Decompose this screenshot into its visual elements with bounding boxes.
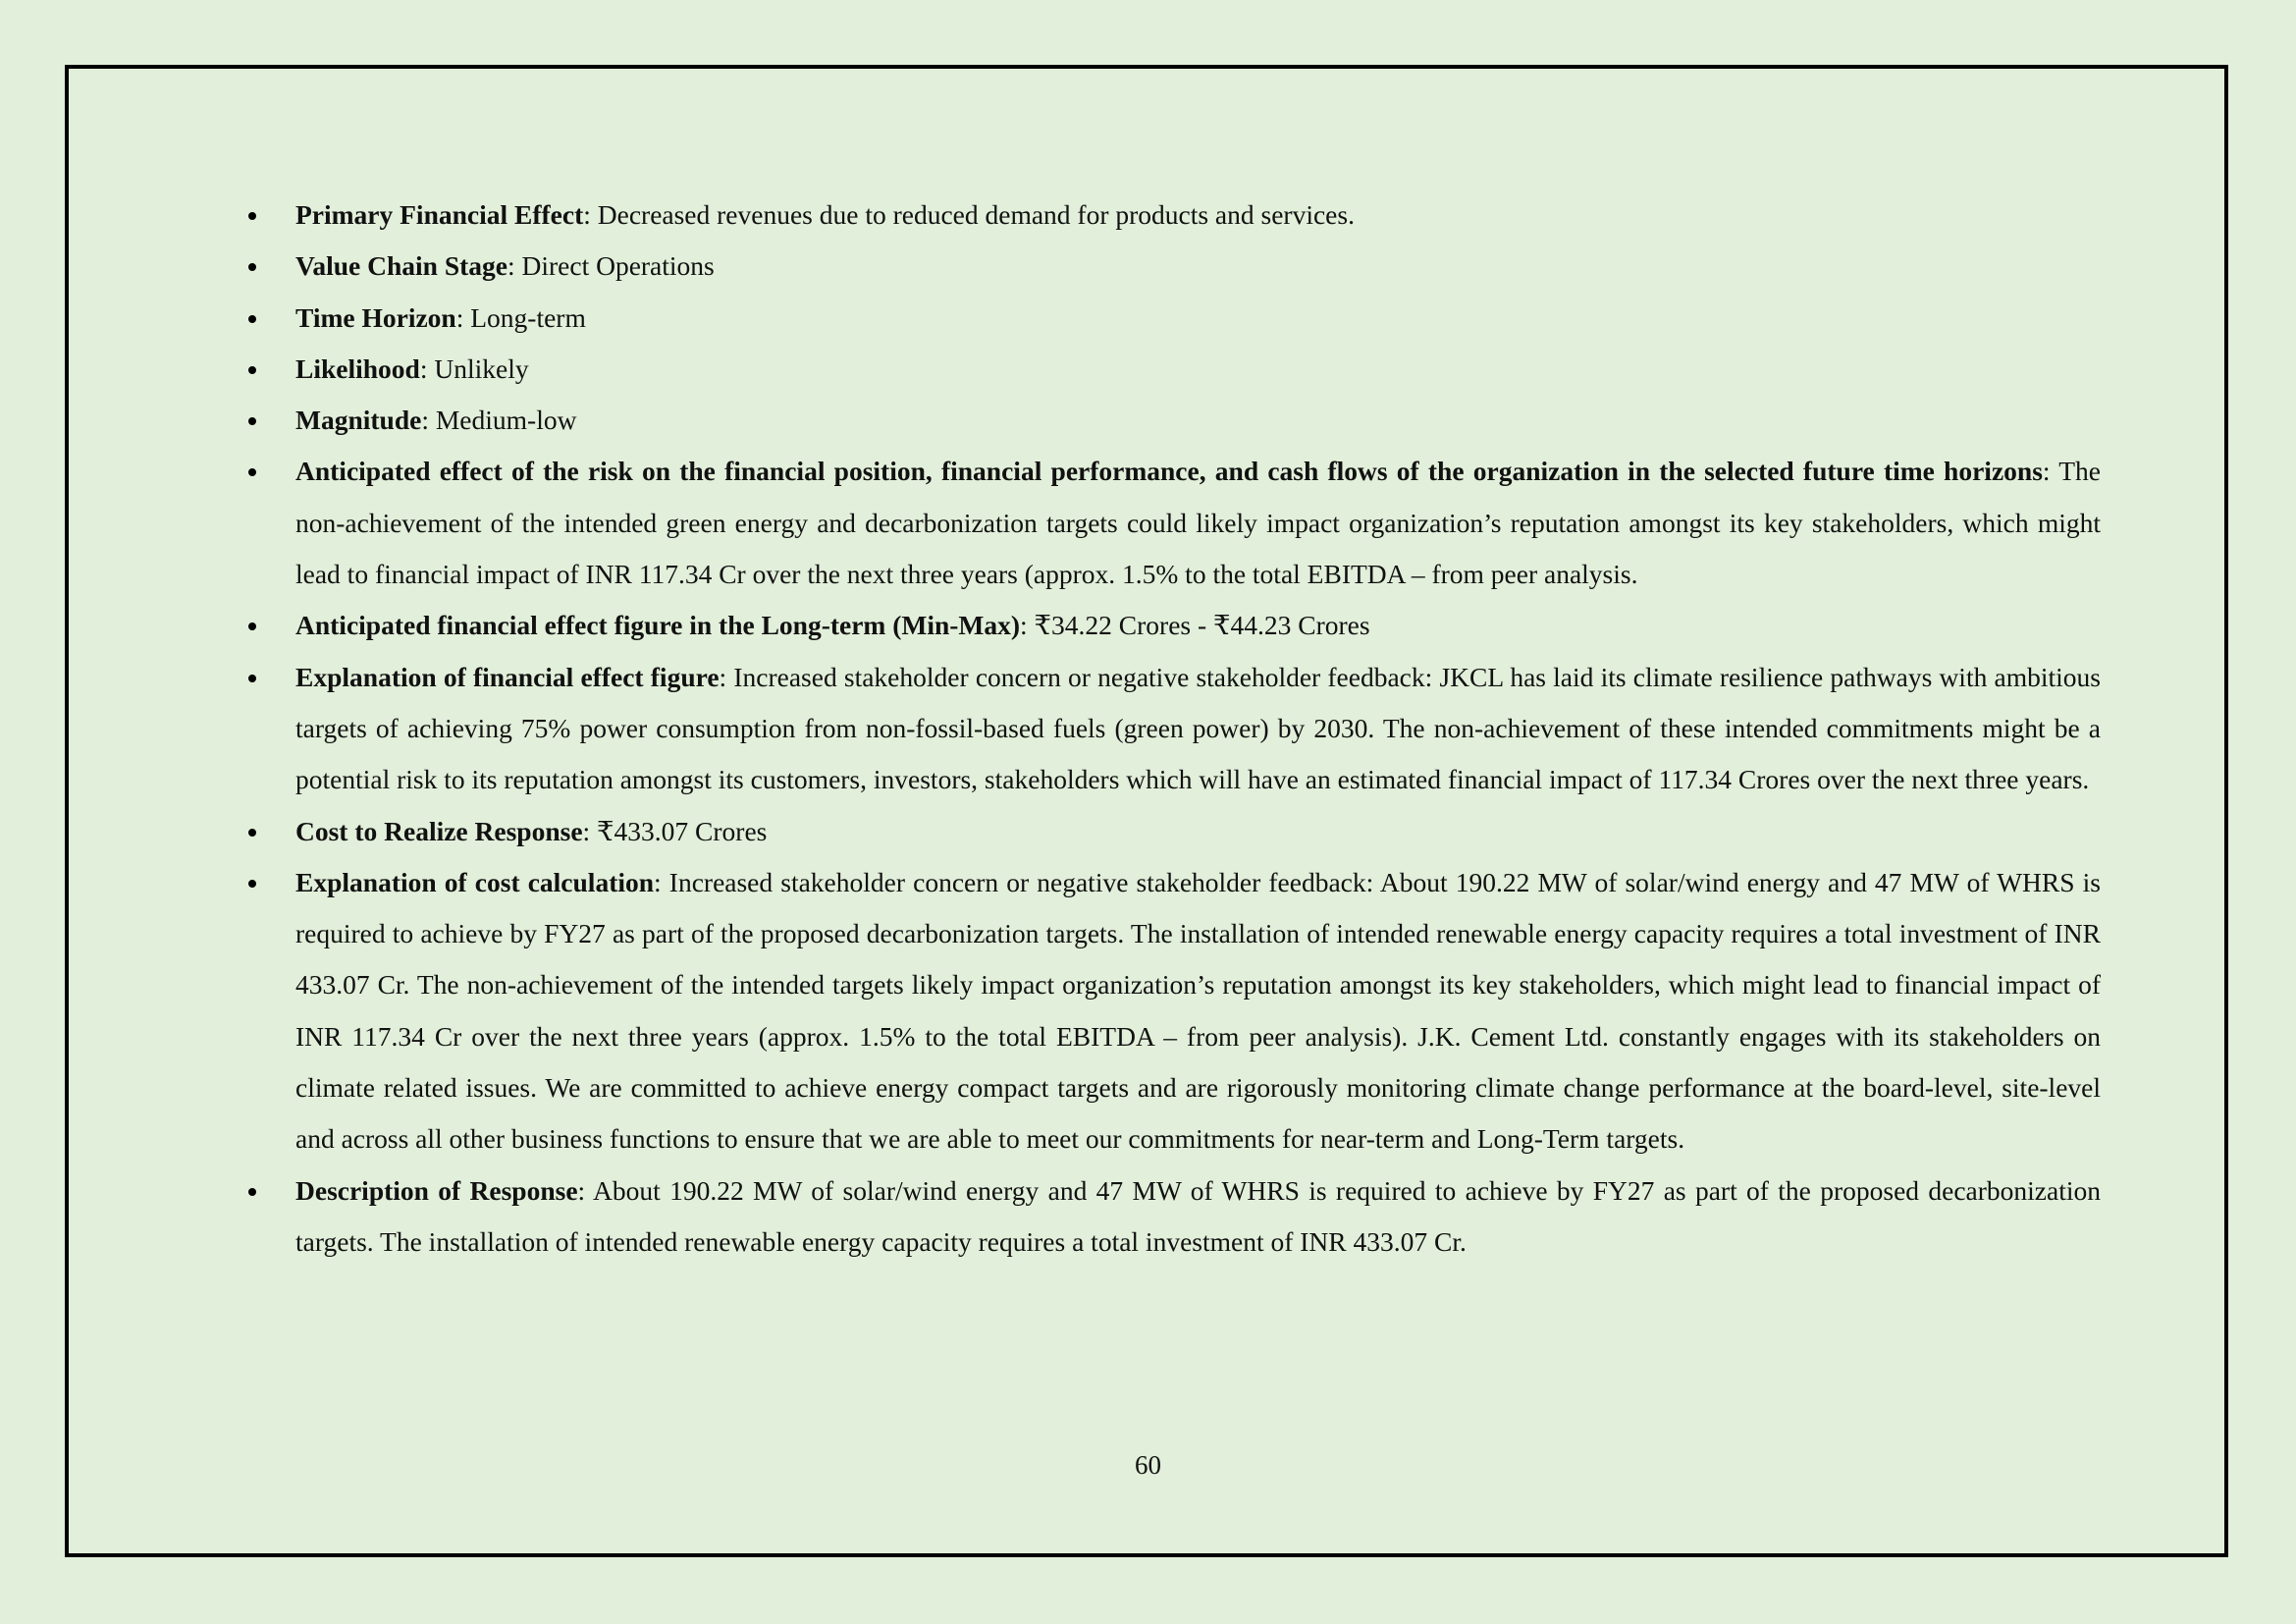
item-label: Primary Financial Effect	[295, 199, 584, 230]
page-number: 60	[1135, 1450, 1161, 1480]
item-label: Likelihood	[295, 352, 420, 384]
list-item	[239, 189, 2101, 241]
item-text: : Increased stakeholder concern or negative stakeholder feedback: JKCL has laid its climate resilience pathways with ambitious targets of achieving 75% power consumption from non-fossil-based fuels (green power) by 2030. The non-achievement of these intended commitments might be a potential risk to its reputation amongst its customers, investors, stakeholders which will have an estimated financial impact of 117.34 Crores over the next three years.	[295, 661, 2101, 795]
item-label: Cost to Realize Response	[295, 815, 583, 846]
item-text: : About 190.22 MW of solar/wind energy and 47 MW of WHRS is required to achieve by FY27 as part of the proposed decarbonization targets. The installation of intended renewable energy capacity requires a total investment of INR 433.07 Cr.	[295, 1174, 2101, 1257]
list-item	[239, 344, 2101, 395]
item-label: Anticipated effect of the risk on the financial position, financial performance, and cash flows of the organization in the selected future time horizons	[295, 456, 2043, 487]
list-item	[239, 806, 2101, 857]
item-label: Description of Response	[295, 1174, 578, 1206]
list-item	[239, 857, 2101, 1165]
item-label: Explanation of financial effect figure	[295, 661, 720, 692]
list-item	[239, 395, 2101, 446]
item-text: : The non-achievement of the intended green energy and decarbonization targets could likely impact organization’s reputation amongst its key stakeholders, which might lead to financial impact of INR 117.34 Cr over the next three years (approx. 1.5% to the total EBITDA – from peer analysis.	[295, 456, 2102, 590]
item-text: : Direct Operations	[507, 250, 715, 282]
item-label: Magnitude	[295, 405, 422, 436]
item-text: : Decreased revenues due to reduced demand for products and services.	[583, 199, 1355, 230]
item-label: Explanation of cost calculation	[295, 866, 655, 897]
list-item	[239, 1165, 2101, 1269]
item-label: Value Chain Stage	[295, 250, 507, 282]
list-item	[239, 241, 2101, 292]
item-text: : ₹433.07 Crores	[582, 815, 768, 846]
item-text: : Increased stakeholder concern or negative stakeholder feedback: About 190.22 MW of solar/wind energy and 47 MW of WHRS is required to achieve by FY27 as part of the proposed decarbonization targets. The installation of intended renewable energy capacity requires a total investment of INR 433.07 Cr. The non-achievement of the intended targets likely impact organization’s reputation amongst its key stakeholders, which might lead to financial impact of INR 117.34 Cr over the next three years (approx. 1.5% to the total EBITDA – from peer analysis). J.K. Cement Ltd. constantly engages with its stakeholders on climate related issues. We are committed to achieve energy compact targets and are rigorously monitoring climate change performance at the board-level, site-level and across all other business functions to ensure that we are able to meet our commitments for near-term and Long-Term targets.	[295, 866, 2101, 1155]
item-text: : ₹34.22 Crores - ₹44.23 Crores	[1020, 610, 1370, 641]
item-label: Anticipated financial effect figure in the Long-term (Min-Max)	[295, 610, 1021, 641]
item-text: : Long-term	[455, 301, 586, 333]
item-text: : Unlikely	[419, 352, 529, 384]
item-text: : Medium-low	[421, 405, 577, 436]
list-item	[239, 600, 2101, 651]
bullet-list	[239, 189, 2101, 1268]
list-item	[239, 446, 2101, 600]
item-label: Time Horizon	[295, 301, 456, 333]
list-item	[239, 652, 2101, 806]
list-item	[239, 293, 2101, 344]
